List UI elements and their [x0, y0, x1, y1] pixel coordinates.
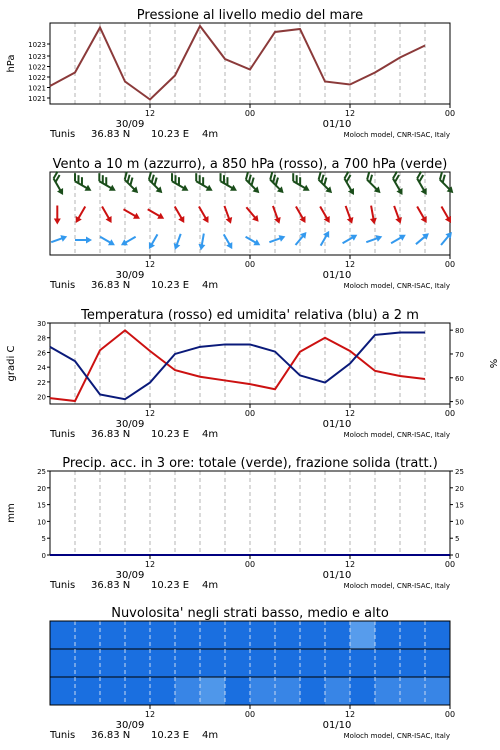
precip-model-credit: Moloch model, CNR-ISAC, Italy [343, 582, 450, 590]
temp_rh-model-credit: Moloch model, CNR-ISAC, Italy [343, 431, 450, 439]
cloud-cell-medio [200, 649, 226, 677]
wind-arrow-head [323, 229, 332, 238]
precip-y-tick-label: 20 [37, 484, 46, 493]
wind-arrow-head [197, 244, 205, 251]
wind-arrow-850-hPa [221, 205, 234, 225]
wind-arrow-700-hPa [265, 172, 289, 196]
precip-x-tick-label: 00 [244, 560, 256, 569]
precip-x-tick-label: 00 [444, 560, 456, 569]
cloud-cell-alto [50, 621, 76, 649]
cloud-location-alt: 4m [202, 730, 219, 741]
cloud-x-tick-label: 00 [244, 710, 256, 719]
cloud-cell-basso [425, 677, 451, 705]
cloud-cell-medio [300, 649, 326, 677]
wind-arrow-700-hPa [412, 172, 433, 197]
wind-arrow-850-hPa [270, 205, 283, 225]
cloud-cell-basso [250, 677, 276, 705]
cloud-location-name: Tunis [50, 730, 76, 741]
cloud-cell-medio [350, 649, 376, 677]
wind-arrow-10-m [172, 233, 184, 251]
wind-title: Vento a 10 m (azzurro), a 850 hPa (rosso), a 700 hPa (verde) [52, 157, 448, 172]
cloud-cell-basso [375, 677, 401, 705]
wind-arrow-head [299, 216, 308, 225]
pressure-y-tick-label: 1023 [28, 41, 46, 49]
wind-arrow-head [303, 185, 312, 194]
precip-y2-tick-label: 25 [455, 468, 464, 476]
wind-arrow-head [86, 237, 92, 244]
precip-location-lat: 36.83 N [91, 580, 131, 591]
temp_rh-x-tick-label: 12 [344, 409, 356, 418]
wind-arrow-850-hPa [196, 205, 212, 225]
temp_rh-location-lon: 10.23 E [151, 429, 190, 440]
wind-location-lon: 10.23 E [151, 280, 190, 291]
wind-x-tick-label: 00 [444, 260, 456, 269]
pressure-y-tick-label: 1022 [28, 63, 46, 72]
precip-x-tick-label: 12 [344, 560, 356, 569]
wind-arrow-head [172, 243, 181, 251]
temp_rh-date-label: 01/10 [322, 419, 352, 430]
wind-arrow-shaft [371, 206, 374, 221]
wind-arrow-10-m [365, 233, 383, 245]
cloud-cell-basso [150, 677, 176, 705]
pressure-x-tick-label: 00 [444, 109, 456, 118]
temp_rh-y2-tick-label: 80 [455, 327, 464, 336]
precip-location-lon: 10.23 E [151, 580, 190, 591]
wind-barb [217, 173, 224, 181]
temp_rh-location-name: Tunis [50, 429, 76, 440]
wind-arrow-head [73, 216, 82, 225]
wind-arrow-10-m [414, 231, 432, 247]
cloud-cell-alto [400, 621, 426, 649]
wind-arrow-head [279, 233, 287, 242]
wind-arrow-shaft [102, 207, 110, 220]
cloud-cell-medio [150, 649, 176, 677]
wind-arrow-head [178, 216, 187, 225]
temp_rh-x-tick-label: 00 [444, 409, 456, 418]
pressure-y-tick-label: 1021 [28, 84, 46, 93]
cloud-cell-basso [175, 677, 201, 705]
precip-y-tick-label: 15 [37, 501, 46, 510]
cloud-cell-medio [375, 649, 401, 677]
wind-barb [96, 173, 103, 181]
wind-arrow-850-hPa [99, 205, 115, 225]
temp_rh-y-tick-label: 26 [37, 349, 46, 358]
precip-date-label: 01/10 [322, 570, 352, 581]
wind-arrow-700-hPa [94, 173, 119, 194]
precip-y-tick-label: 25 [37, 468, 46, 476]
wind-arrow-head [60, 233, 68, 242]
wind-arrow-10-m [438, 230, 454, 248]
wind-arrow-head [445, 216, 454, 225]
cloud-x-tick-label: 12 [144, 710, 156, 719]
temp_rh-y-tick-label: 20 [37, 393, 46, 402]
wind-arrow-700-hPa [362, 172, 386, 196]
precip-y-tick-label: 5 [41, 535, 46, 544]
temp_rh-y2-tick-label: 60 [455, 374, 464, 383]
wind-barb [169, 173, 176, 181]
pressure-ylabel: hPa [6, 54, 17, 73]
pressure-x-tick-label: 00 [244, 109, 256, 118]
precip-y2-tick-label: 0 [455, 552, 460, 560]
cloud-cell-basso [225, 677, 251, 705]
wind-arrow-shaft [394, 206, 399, 220]
wind-barb [72, 173, 79, 181]
cloud-date-label: 30/09 [115, 720, 145, 731]
cloud-cell-basso [50, 677, 76, 705]
wind-arrow-850-hPa [172, 205, 188, 225]
cloud-cell-medio [175, 649, 201, 677]
wind-arrow-10-m [197, 233, 207, 251]
temp_rh-ylabel-right: % [487, 358, 498, 369]
wind-arrow-850-hPa [146, 206, 166, 222]
wind-arrow-head [202, 216, 211, 225]
cloud-x-tick-label: 12 [344, 710, 356, 719]
pressure-location-lat: 36.83 N [91, 129, 131, 140]
wind-arrow-head [253, 239, 262, 248]
wind-arrow-head [57, 188, 66, 197]
cloud-cell-medio [75, 649, 101, 677]
precip-x-tick-label: 12 [144, 560, 156, 569]
wind-arrow-10-m [75, 237, 92, 244]
temp_rh-y2-tick-label: 70 [455, 350, 464, 359]
cloud-x-tick-label: 00 [444, 710, 456, 719]
wind-arrow-10-m [146, 233, 161, 251]
cloud-cell-alto [125, 621, 151, 649]
wind-arrow-700-hPa [70, 173, 95, 194]
wind-arrow-head [206, 185, 215, 194]
temp_rh-location-alt: 4m [202, 429, 219, 440]
wind-arrow-700-hPa [435, 172, 459, 196]
wind-arrow-850-hPa [293, 205, 309, 225]
wind-arrow-shaft [246, 207, 256, 218]
pressure-x-tick-label: 12 [144, 109, 156, 118]
cloud-cell-basso [125, 677, 151, 705]
wind-arrow-head [85, 185, 94, 194]
wind-arrow-10-m [221, 233, 236, 251]
pressure-line [50, 26, 425, 100]
wind-x-tick-label: 00 [244, 260, 256, 269]
wind-arrow-700-hPa [339, 172, 360, 197]
cloud-cell-alto [200, 621, 226, 649]
wind-arrow-700-hPa [241, 172, 265, 196]
wind-arrow-850-hPa [342, 205, 355, 225]
wind-arrow-shaft [78, 207, 86, 220]
pressure-y-tick-label: 1023 [28, 53, 46, 61]
wind-barb [193, 173, 200, 181]
cloud-cell-medio [250, 649, 276, 677]
cloud-cell-alto [175, 621, 201, 649]
cloud-cell-alto [350, 621, 376, 649]
temp_rh-date-label: 30/09 [115, 419, 145, 430]
wind-arrow-700-hPa [49, 172, 70, 197]
wind-arrow-700-hPa [388, 172, 409, 197]
temp_rh-title: Temperatura (rosso) ed umidita' relativa (blu) a 2 m [81, 308, 419, 323]
wind-arrow-head [348, 188, 357, 197]
cloud-cell-medio [100, 649, 126, 677]
cloud-cell-medio [400, 649, 426, 677]
wind-barb [290, 173, 297, 181]
precip-y2-tick-label: 5 [455, 535, 460, 544]
wind-arrow-head [157, 213, 166, 222]
wind-date-label: 30/09 [115, 270, 145, 281]
wind-arrow-shaft [367, 180, 378, 191]
cloud-cell-medio [325, 649, 351, 677]
wind-arrow-shaft [175, 207, 183, 220]
cloud-cell-alto [250, 621, 276, 649]
precip-y2-tick-label: 15 [455, 501, 464, 510]
wind-location-name: Tunis [50, 280, 76, 291]
pressure-date-label: 30/09 [115, 119, 145, 130]
wind-arrow-head [230, 185, 239, 194]
wind-arrow-850-hPa [54, 206, 61, 225]
cloud-cell-alto [275, 621, 301, 649]
wind-arrow-head [54, 219, 61, 225]
precip-y-tick-label: 10 [37, 518, 46, 527]
wind-arrow-10-m [119, 234, 137, 249]
wind-arrow-700-hPa [215, 173, 240, 194]
wind-arrow-10-m [50, 233, 68, 245]
temp_rh-x-tick-label: 00 [244, 409, 256, 418]
temp_rh-y-tick-label: 24 [37, 364, 46, 373]
wind-arrow-shaft [320, 207, 328, 220]
cloud-cell-medio [225, 649, 251, 677]
cloud-cell-basso [275, 677, 301, 705]
cloud-location-lon: 10.23 E [151, 730, 190, 741]
wind-model-credit: Moloch model, CNR-ISAC, Italy [343, 282, 450, 290]
cloud-cell-alto [100, 621, 126, 649]
precip-y2-tick-label: 20 [455, 484, 464, 493]
wind-arrow-head [133, 213, 142, 222]
wind-x-tick-label: 12 [344, 260, 356, 269]
temp_rh-ylabel: gradi C [6, 345, 17, 382]
wind-arrow-850-hPa [438, 205, 454, 225]
cloud-cell-basso [100, 677, 126, 705]
temp_rh-y2-tick-label: 50 [455, 398, 464, 407]
wind-arrow-10-m [268, 233, 286, 245]
wind-date-label: 01/10 [322, 270, 352, 281]
wind-arrow-head [370, 218, 378, 225]
wind-arrow-850-hPa [368, 205, 378, 225]
wind-arrow-10-m [244, 234, 262, 249]
wind-arrow-700-hPa [288, 173, 313, 194]
wind-arrow-10-m [389, 232, 407, 247]
wind-arrow-head [375, 233, 383, 242]
pressure-title: Pressione al livello medio del mare [136, 8, 364, 23]
cloud-location-lat: 36.83 N [91, 730, 131, 741]
pressure-x-tick-label: 12 [344, 109, 356, 118]
cloud-cell-basso [200, 677, 226, 705]
cloud-cell-basso [75, 677, 101, 705]
cloud-cell-alto [425, 621, 451, 649]
pressure-location-lon: 10.23 E [151, 129, 190, 140]
precip-ylabel: mm [6, 503, 17, 523]
wind-arrow-700-hPa [119, 172, 143, 196]
wind-arrow-700-hPa [144, 172, 168, 196]
wind-arrow-head [119, 239, 128, 248]
precip-title: Precip. acc. in 3 ore: totale (verde), frazione solida (tratt.) [62, 456, 438, 471]
pressure-location-name: Tunis [50, 129, 76, 140]
wind-arrow-700-hPa [191, 173, 216, 194]
precip-location-alt: 4m [202, 580, 219, 591]
wind-arrow-850-hPa [391, 205, 404, 225]
wind-arrow-850-hPa [244, 205, 262, 224]
temp_rh-location-lat: 36.83 N [91, 429, 131, 440]
pressure-location-alt: 4m [202, 129, 219, 140]
wind-arrow-head [182, 185, 191, 194]
cloud-cell-alto [225, 621, 251, 649]
cloud-cell-basso [400, 677, 426, 705]
wind-arrow-head [108, 239, 117, 248]
cloud-date-label: 01/10 [322, 720, 352, 731]
cloud-cell-basso [350, 677, 376, 705]
wind-location-lat: 36.83 N [91, 280, 131, 291]
wind-arrow-shaft [440, 180, 451, 191]
wind-arrow-head [350, 232, 359, 241]
temp_rh-x-tick-label: 12 [144, 409, 156, 418]
wind-arrow-head [226, 242, 235, 251]
wind-arrow-shaft [441, 207, 449, 220]
pressure-y-tick-label: 1022 [28, 74, 46, 82]
cloud-cell-medio [275, 649, 301, 677]
precip-y2-tick-label: 10 [455, 518, 464, 527]
wind-arrow-head [347, 217, 356, 225]
cloud-cell-alto [375, 621, 401, 649]
cloud-cell-medio [50, 649, 76, 677]
cloud-cell-alto [300, 621, 326, 649]
cloud-cell-basso [325, 677, 351, 705]
wind-location-alt: 4m [202, 280, 219, 291]
cloud-cell-basso [300, 677, 326, 705]
wind-arrow-head [109, 185, 118, 194]
temp_rh-frame [50, 323, 450, 404]
wind-arrow-head [226, 217, 235, 225]
cloud-cell-medio [425, 649, 451, 677]
wind-arrow-head [106, 216, 115, 225]
wind-arrow-10-m [98, 234, 116, 249]
temp_rh-y-tick-label: 28 [37, 334, 46, 343]
cloud-model-credit: Moloch model, CNR-ISAC, Italy [343, 732, 450, 740]
wind-arrow-850-hPa [414, 205, 430, 225]
wind-arrow-head [396, 188, 405, 197]
wind-arrow-700-hPa [167, 173, 192, 194]
temp_rh-y-tick-label: 22 [37, 378, 46, 387]
wind-arrow-shaft [417, 207, 425, 220]
cloud-cell-alto [150, 621, 176, 649]
pressure-model-credit: Moloch model, CNR-ISAC, Italy [343, 131, 450, 139]
precip-location-name: Tunis [50, 580, 76, 591]
pressure-y-tick-label: 1021 [28, 95, 46, 103]
cloud-cell-alto [325, 621, 351, 649]
pressure-date-label: 01/10 [322, 119, 352, 130]
temp_rh-y-tick-label: 30 [37, 320, 46, 328]
wind-arrow-10-m [293, 230, 309, 248]
precip-y-tick-label: 0 [41, 552, 46, 560]
wind-arrow-head [399, 232, 408, 241]
precip-date-label: 30/09 [115, 570, 145, 581]
cloud-title: Nuvolosita' negli strati basso, medio e alto [111, 606, 389, 621]
cloud-cell-medio [125, 649, 151, 677]
wind-x-tick-label: 12 [144, 260, 156, 269]
cloud-cell-alto [75, 621, 101, 649]
